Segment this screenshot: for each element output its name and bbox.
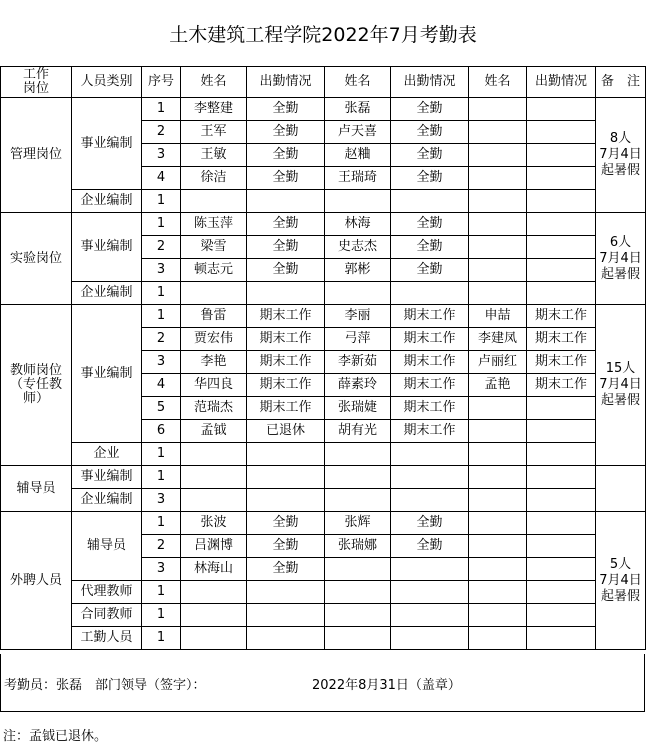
- seq-cell: 1: [142, 581, 181, 604]
- name-cell: [469, 98, 527, 121]
- name-cell: [469, 236, 527, 259]
- seq-cell: 1: [142, 627, 181, 650]
- table-row: [1, 489, 646, 512]
- name-cell: [469, 121, 527, 144]
- name-cell: 薛素玲: [325, 374, 391, 397]
- seq-cell: 1: [142, 604, 181, 627]
- name-cell: [325, 581, 391, 604]
- attendance-cell: 全勤: [391, 167, 469, 190]
- attendance-cell: [391, 282, 469, 305]
- name-cell: 卢天喜: [325, 121, 391, 144]
- table-row: [1, 604, 646, 627]
- attendance-cell: 全勤: [247, 121, 325, 144]
- name-cell: 林海: [325, 213, 391, 236]
- name-cell: 张磊: [325, 98, 391, 121]
- attendance-cell: 期末工作: [247, 374, 325, 397]
- attendance-cell: 期末工作: [527, 328, 596, 351]
- attendance-cell: 全勤: [391, 535, 469, 558]
- remark-cell: 6人 7月4日 起暑假: [596, 213, 646, 305]
- attendance-cell: 全勤: [247, 259, 325, 282]
- name-cell: 史志杰: [325, 236, 391, 259]
- seq-cell: 3: [142, 144, 181, 167]
- seq-cell: 1: [142, 190, 181, 213]
- seq-cell: 4: [142, 167, 181, 190]
- header-remark: 备 注: [596, 67, 646, 98]
- attendance-cell: 全勤: [247, 535, 325, 558]
- staff-type-cell: 事业编制: [72, 466, 142, 489]
- post-cell: 辅导员: [1, 466, 72, 512]
- header-post: 工作 岗位: [1, 67, 72, 98]
- name-cell: [181, 489, 247, 512]
- attendance-cell: 全勤: [247, 98, 325, 121]
- header-name-2: 姓名: [325, 67, 391, 98]
- table-row: [1, 305, 646, 328]
- header-seq: 序号: [142, 67, 181, 98]
- attendance-cell: 期末工作: [391, 328, 469, 351]
- name-cell: [469, 627, 527, 650]
- name-cell: [181, 466, 247, 489]
- header-name-3: 姓名: [469, 67, 527, 98]
- name-cell: 吕渊博: [181, 535, 247, 558]
- attendance-cell: [527, 627, 596, 650]
- name-cell: [325, 604, 391, 627]
- seq-cell: 3: [142, 558, 181, 581]
- attendance-cell: [391, 604, 469, 627]
- name-cell: [469, 466, 527, 489]
- table-row: [1, 627, 646, 650]
- footnote: 注：孟钺已退休。: [3, 729, 108, 744]
- name-cell: 李整建: [181, 98, 247, 121]
- seq-cell: 2: [142, 535, 181, 558]
- name-cell: [469, 144, 527, 167]
- attendance-cell: 期末工作: [247, 328, 325, 351]
- name-cell: [469, 443, 527, 466]
- seq-cell: 1: [142, 98, 181, 121]
- staff-type-cell: 企业编制: [72, 282, 142, 305]
- name-cell: 张波: [181, 512, 247, 535]
- attendance-cell: [527, 190, 596, 213]
- name-cell: 鲁雷: [181, 305, 247, 328]
- attendance-cell: [391, 558, 469, 581]
- seq-cell: 2: [142, 328, 181, 351]
- attendance-cell: 全勤: [247, 512, 325, 535]
- attendance-cell: 全勤: [391, 236, 469, 259]
- attendance-cell: [527, 535, 596, 558]
- attendance-cell: [247, 443, 325, 466]
- attendance-cell: 期末工作: [247, 351, 325, 374]
- staff-type-cell: 辅导员: [72, 512, 142, 581]
- remark-cell: 5人 7月4日 起暑假: [596, 512, 646, 650]
- attendance-cell: [527, 512, 596, 535]
- attendance-cell: [527, 581, 596, 604]
- seq-cell: 1: [142, 213, 181, 236]
- date-stamp-line: 2022年8月31日（盖章）: [312, 678, 461, 693]
- staff-type-cell: 企业编制: [72, 489, 142, 512]
- seq-cell: 2: [142, 236, 181, 259]
- attendance-cell: 期末工作: [527, 374, 596, 397]
- post-cell: 外聘人员: [1, 512, 72, 650]
- name-cell: [325, 466, 391, 489]
- header-name-1: 姓名: [181, 67, 247, 98]
- name-cell: 王敏: [181, 144, 247, 167]
- name-cell: [469, 282, 527, 305]
- post-cell: 管理岗位: [1, 98, 72, 213]
- attendance-cell: [247, 581, 325, 604]
- post-cell: 实验岗位: [1, 213, 72, 305]
- remark-cell: 8人 7月4日 起暑假: [596, 98, 646, 213]
- name-cell: 卢丽红: [469, 351, 527, 374]
- name-cell: 弓萍: [325, 328, 391, 351]
- remark-cell: 15人 7月4日 起暑假: [596, 305, 646, 466]
- staff-type-cell: 事业编制: [72, 98, 142, 190]
- attendance-table: [0, 66, 646, 650]
- name-cell: [469, 535, 527, 558]
- seq-cell: 3: [142, 489, 181, 512]
- attendance-cell: 期末工作: [527, 351, 596, 374]
- attendance-cell: [391, 466, 469, 489]
- name-cell: [469, 489, 527, 512]
- table-row: [1, 98, 646, 121]
- attendance-cell: 全勤: [391, 512, 469, 535]
- name-cell: [181, 443, 247, 466]
- attendance-cell: [527, 98, 596, 121]
- attendance-cell: [527, 236, 596, 259]
- seq-cell: 5: [142, 397, 181, 420]
- name-cell: [469, 604, 527, 627]
- name-cell: 徐洁: [181, 167, 247, 190]
- seq-cell: 2: [142, 121, 181, 144]
- attendance-cell: [527, 420, 596, 443]
- name-cell: [325, 282, 391, 305]
- table-row: [1, 581, 646, 604]
- attendance-cell: [527, 282, 596, 305]
- staff-type-cell: 工勤人员: [72, 627, 142, 650]
- staff-type-cell: 事业编制: [72, 305, 142, 443]
- header-attendance-3: 出勤情况: [527, 67, 596, 98]
- seq-cell: 1: [142, 512, 181, 535]
- name-cell: 李艳: [181, 351, 247, 374]
- seq-cell: 6: [142, 420, 181, 443]
- seq-cell: 1: [142, 466, 181, 489]
- attendance-cell: 全勤: [391, 259, 469, 282]
- header-row: [1, 67, 646, 98]
- seq-cell: 4: [142, 374, 181, 397]
- header-staff-type: 人员类别: [72, 67, 142, 98]
- attendance-cell: [527, 259, 596, 282]
- name-cell: [325, 489, 391, 512]
- attendance-cell: 全勤: [391, 98, 469, 121]
- staff-type-cell: 代理教师: [72, 581, 142, 604]
- attendance-cell: [527, 213, 596, 236]
- attendance-cell: 全勤: [391, 213, 469, 236]
- attendance-cell: [391, 627, 469, 650]
- attendance-cell: 全勤: [391, 121, 469, 144]
- name-cell: 贾宏伟: [181, 328, 247, 351]
- attendance-cell: [247, 604, 325, 627]
- name-cell: [469, 420, 527, 443]
- attendance-cell: [527, 397, 596, 420]
- name-cell: 李建凤: [469, 328, 527, 351]
- name-cell: [469, 512, 527, 535]
- attendance-cell: 全勤: [247, 167, 325, 190]
- name-cell: 林海山: [181, 558, 247, 581]
- seq-cell: 1: [142, 282, 181, 305]
- name-cell: 张瑞婕: [325, 397, 391, 420]
- seq-cell: 3: [142, 259, 181, 282]
- attendance-cell: 期末工作: [391, 397, 469, 420]
- seq-cell: 1: [142, 443, 181, 466]
- staff-type-cell: 事业编制: [72, 213, 142, 282]
- attendance-cell: 期末工作: [391, 305, 469, 328]
- seq-cell: 3: [142, 351, 181, 374]
- name-cell: [469, 167, 527, 190]
- attendance-cell: [391, 443, 469, 466]
- attendance-cell: [391, 190, 469, 213]
- name-cell: 郭彬: [325, 259, 391, 282]
- attendance-cell: 已退休: [247, 420, 325, 443]
- signature-footer: [0, 654, 645, 712]
- attendance-cell: [527, 489, 596, 512]
- seq-cell: 1: [142, 305, 181, 328]
- attendance-cell: [527, 443, 596, 466]
- name-cell: [469, 213, 527, 236]
- name-cell: 李新茹: [325, 351, 391, 374]
- header-attendance-1: 出勤情况: [247, 67, 325, 98]
- name-cell: 孟艳: [469, 374, 527, 397]
- name-cell: [181, 627, 247, 650]
- attendance-cell: [527, 121, 596, 144]
- name-cell: 孟钺: [181, 420, 247, 443]
- name-cell: 范瑞杰: [181, 397, 247, 420]
- name-cell: 王军: [181, 121, 247, 144]
- attendance-cell: 全勤: [247, 558, 325, 581]
- attendance-cell: [247, 466, 325, 489]
- name-cell: [181, 190, 247, 213]
- attendance-cell: 全勤: [247, 236, 325, 259]
- name-cell: [469, 558, 527, 581]
- staff-type-cell: 合同教师: [72, 604, 142, 627]
- table-row: [1, 512, 646, 535]
- name-cell: [469, 397, 527, 420]
- attendance-cell: 全勤: [391, 144, 469, 167]
- name-cell: 陈玉萍: [181, 213, 247, 236]
- name-cell: [325, 190, 391, 213]
- post-cell: 教师岗位 （专任教 师）: [1, 305, 72, 466]
- name-cell: 张辉: [325, 512, 391, 535]
- name-cell: [325, 443, 391, 466]
- name-cell: [181, 282, 247, 305]
- attendance-cell: 全勤: [247, 144, 325, 167]
- table-row: [1, 190, 646, 213]
- attendance-cell: [247, 489, 325, 512]
- attendance-cell: 期末工作: [247, 397, 325, 420]
- name-cell: [469, 190, 527, 213]
- attendance-cell: 期末工作: [391, 374, 469, 397]
- name-cell: [181, 581, 247, 604]
- attendance-cell: [391, 489, 469, 512]
- header-attendance-2: 出勤情况: [391, 67, 469, 98]
- attendance-cell: [527, 144, 596, 167]
- name-cell: 申喆: [469, 305, 527, 328]
- name-cell: 顿志元: [181, 259, 247, 282]
- name-cell: [181, 604, 247, 627]
- clerk-signature-line: 考勤员：张磊 部门领导（签字）：: [4, 678, 206, 693]
- table-row: [1, 282, 646, 305]
- sheet-title: 土木建筑工程学院2022年7月考勤表: [169, 24, 477, 46]
- name-cell: 张瑞娜: [325, 535, 391, 558]
- table-row: [1, 466, 646, 489]
- attendance-cell: 期末工作: [391, 420, 469, 443]
- attendance-cell: [527, 558, 596, 581]
- name-cell: 梁雪: [181, 236, 247, 259]
- attendance-cell: 期末工作: [527, 305, 596, 328]
- attendance-cell: [247, 627, 325, 650]
- staff-type-cell: 企业编制: [72, 190, 142, 213]
- attendance-cell: [391, 581, 469, 604]
- name-cell: [325, 627, 391, 650]
- name-cell: 赵粬: [325, 144, 391, 167]
- attendance-cell: 期末工作: [247, 305, 325, 328]
- attendance-cell: 期末工作: [391, 351, 469, 374]
- staff-type-cell: 企业: [72, 443, 142, 466]
- name-cell: 胡有光: [325, 420, 391, 443]
- attendance-cell: 全勤: [247, 213, 325, 236]
- name-cell: 王瑞琦: [325, 167, 391, 190]
- attendance-cell: [527, 466, 596, 489]
- table-row: [1, 443, 646, 466]
- name-cell: [469, 259, 527, 282]
- name-cell: 华四良: [181, 374, 247, 397]
- attendance-cell: [247, 190, 325, 213]
- attendance-cell: [247, 282, 325, 305]
- attendance-cell: [527, 604, 596, 627]
- table-row: [1, 213, 646, 236]
- name-cell: [469, 581, 527, 604]
- name-cell: 李丽: [325, 305, 391, 328]
- remark-cell: [596, 466, 646, 512]
- name-cell: [325, 558, 391, 581]
- attendance-cell: [527, 167, 596, 190]
